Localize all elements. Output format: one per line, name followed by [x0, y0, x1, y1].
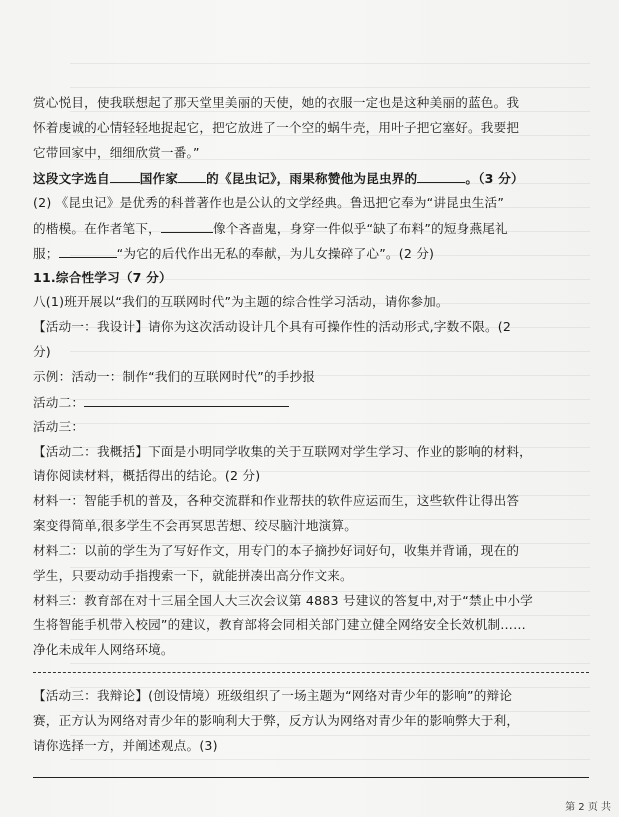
section-heading: 11.综合性学习（7 分）: [33, 270, 172, 285]
text-segment: “为它的后代作出无私的奉献，为儿女操碎了心”。(2 分): [116, 246, 435, 261]
question-fill-line: [33, 245, 593, 262]
text-line: 分): [33, 344, 51, 359]
text-line: 净化未成年人网络环境。: [33, 642, 174, 657]
text-line: 【活动二：我概括】下面是小明同学收集的关于互联网对学生学习、作业的影响的材料，: [33, 444, 532, 459]
text-segment: 活动三：: [33, 419, 85, 434]
text-segment: 的《昆虫记》，雨果称赞他为昆虫界的: [206, 171, 418, 186]
text-segment: 的楷模。在作者笔下，: [33, 221, 161, 236]
text-line: 怀着虔诚的心情轻轻地捉起它，把它放进了一个空的蜗牛壳，用叶子把它塞好。我要把: [33, 120, 520, 135]
text-line: 【活动三：我辩论】(创设情境）班级组织了一场主题为“网络对青少年的影响”的辩论: [33, 688, 513, 703]
answer-rule[interactable]: [33, 777, 589, 778]
text-line: 生将智能手机带入校园”的建议，教育部将会同相关部门建立健全网络安全长效机制……: [33, 617, 526, 632]
text-line: 学生，只要动动手指搜索一下，就能拼凑出高分作文来。: [33, 568, 353, 583]
text-line: 【活动一：我设计】请你为这次活动设计几个具有可操作性的活动形式,字数不限。(2: [33, 319, 512, 334]
text-line: 案变得简单,很多学生不会再冥思苦想、绞尽脑汁地演算。: [33, 518, 358, 533]
text-line: 示例：活动一：制作“我们的互联网时代”的手抄报: [33, 369, 316, 384]
answer-rule[interactable]: [33, 672, 589, 673]
answer-blank[interactable]: [84, 394, 289, 407]
text-line: 八(1)班开展以“我们的互联网时代”为主题的综合性学习活动，请你参加。: [33, 294, 449, 309]
text-line: (2) 《昆虫记》是优秀的科普著作也是公认的文学经典。鲁迅把它奉为“讲昆虫生活”: [33, 195, 505, 210]
text-segment: 活动二：: [33, 395, 85, 410]
answer-line: [33, 394, 593, 411]
answer-blank[interactable]: [178, 170, 206, 183]
question-fill-line: [33, 220, 593, 237]
text-line: 它带回家中，细细欣赏一番。”: [33, 145, 200, 160]
answer-line: [33, 419, 593, 435]
text-line: 赏心悦目，使我联想起了那天堂里美丽的天使，她的衣服一定也是这种美丽的蓝色。我: [33, 95, 520, 110]
text-line: 请你阅读材料，概括得出的结论。(2 分): [33, 468, 261, 483]
question-fill-line: [33, 170, 593, 187]
answer-blank[interactable]: [417, 170, 465, 183]
text-segment: 。（3 分）: [465, 171, 524, 186]
text-segment: 这段文字选自: [33, 171, 110, 186]
text-segment: 服；: [33, 246, 59, 261]
text-segment: 国作家: [139, 171, 179, 186]
text-line: 材料一：智能手机的普及，各种交流群和作业帮扶的软件应运而生，这些软件让得出答: [33, 493, 520, 508]
text-line: 材料二：以前的学生为了写好作文，用专门的本子摘抄好词好句，收集并背诵，现在的: [33, 543, 520, 558]
answer-blank[interactable]: [161, 220, 213, 233]
text-line: 材料三：教育部在对十三届全国人大三次会议第 4883 号建议的答复中,对于“禁止中小学: [33, 593, 533, 608]
text-segment: 像个吝啬鬼，身穿一件似乎“缺了布料”的短身燕尾礼: [212, 221, 508, 236]
text-line: 赛，正方认为网络对青少年的影响利大于弊，反方认为网络对青少年的影响弊大于利，: [33, 713, 520, 728]
answer-blank[interactable]: [59, 245, 117, 258]
answer-blank[interactable]: [110, 170, 140, 183]
page-footer: 第 2 页 共: [565, 802, 611, 813]
text-line: 请你选择一方，并阐述观点。(3): [33, 738, 218, 753]
